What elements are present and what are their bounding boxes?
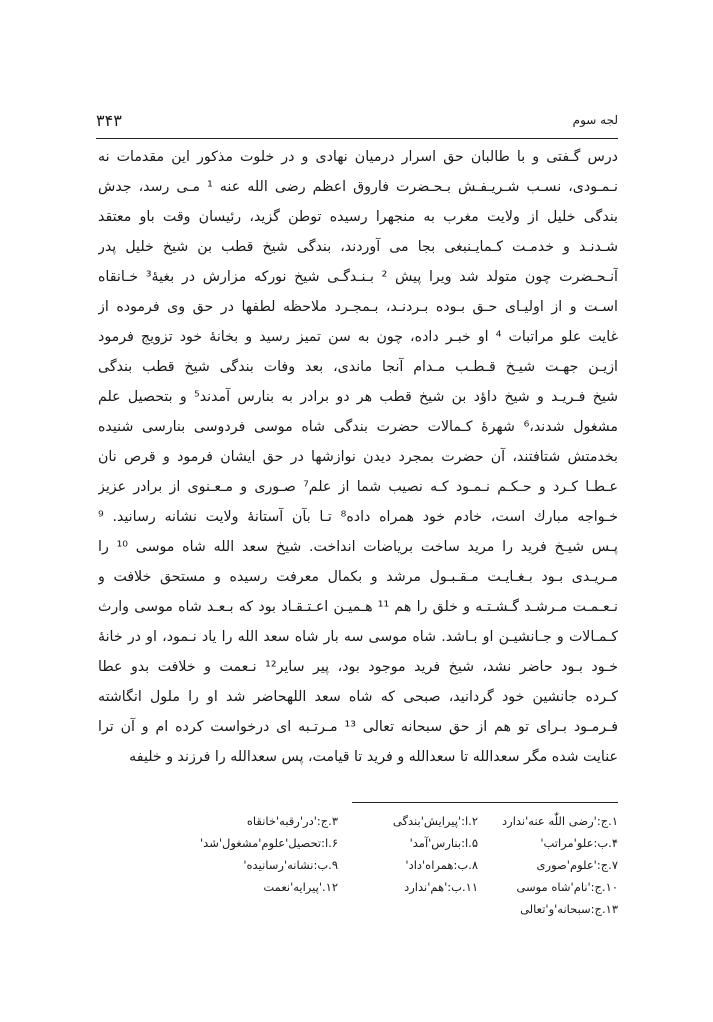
body-line: شـدنـد و خدمـت کـمایـنبغی بجا می آوردند، بندگی شیخ قطب بن شیخ خلیل پدر xyxy=(98,239,618,255)
footnote: ۱۱.ب:'هم'ندارد xyxy=(404,880,478,894)
body-line: بخدمتش شتافتند، آن حضرت بمجرد دیدن نوازشها در حق ایشان فرمود و قرص نان xyxy=(98,449,618,465)
footnote: ۵.ا:بنارس'آمد' xyxy=(409,836,478,850)
body-line: نـعـمـت مـرشـد گـشـتـه و خلق را هم ¹¹ هـمیـن اعـتـقـاد بود که بـعـد شاه موسی وارث xyxy=(98,599,618,615)
body-line: بندگی خلیل از ولایت مغرب به منجهرا رسیده توطن گزید، رئیسان وقت باو معتقد xyxy=(98,209,618,225)
body-line: کـرده جانشین خود گردانید، صبحی که شاه سعد اللهحاضر شد او را ملول انگاشته xyxy=(98,689,618,705)
footnote: ۱۳.ج:سبحانه'و'تعالی xyxy=(520,902,618,916)
footnote: ۱۲.'پیرایه'نعمت xyxy=(263,880,338,894)
chapter-title: لجه سوم xyxy=(572,113,618,127)
footnote: ۱۰.ج:'نام'شاه موسی xyxy=(516,880,618,894)
body-text xyxy=(98,142,618,772)
footnote xyxy=(338,898,478,920)
footnote-row xyxy=(198,854,618,876)
footnote xyxy=(198,898,338,920)
body-line: پـس شیـخ فرید را مرید ساخت برياضات انداخت. شیخ سعد الله شاه موسی ¹⁰ را xyxy=(98,539,618,555)
footnote: ۱.ج:'رضی اللّٰه عنه'ندارد xyxy=(502,814,618,828)
header-rule xyxy=(96,138,618,139)
footnote: ۶.ا:تحصیل'علوم'مشغول'شد' xyxy=(200,836,338,850)
body-line: غایت علو مراتبات ⁴ او خبـر داده، چون به سن تمیز رسید و بخانهٔ خود تزویج فرمود xyxy=(98,329,618,345)
page-header xyxy=(96,111,618,133)
footnotes xyxy=(198,810,618,920)
body-line: نـمـودی، نسـب شـریـفـش بـحـضرت فاروق اعظم رضی الله عنه ¹ مـی رسد، جدش xyxy=(98,179,618,195)
footnote-row xyxy=(198,832,618,854)
footnote: ۲.ا:'پیرایش'بندگی xyxy=(392,814,478,828)
body-line: فـرمـود بـرای تو هم از حق سبحانه تعالی ¹³ مـرتـبه ای درخواست کرده ام و آن ترا xyxy=(98,719,618,735)
body-line: ازیـن جهـت شیـخ قـطـب مـدام آنجا ماندی، بعد وفات بندگی شیخ قطب بندگی xyxy=(98,359,618,375)
body-line: آنـحـضرت چون متولد شد ویرا پیش ² بـنـدگـی شیخ نورکه مزارش در بغیهٔ³ خـانقاه xyxy=(98,269,618,285)
body-line: مـریـدی بـود بـغـایـت مـقـبـول مرشد و بکمال معرفت رسیده و مستحق خلافت و xyxy=(98,569,618,585)
footnote-row xyxy=(198,876,618,898)
footnote-row xyxy=(198,810,618,832)
body-line: عنایت شده مگر سعدالله تا سعدالله و فرید تا قیامت، پس سعدالله را فرزند و خلیفه xyxy=(129,749,618,765)
body-line: عـطـا کـرد و حـکـم نـمـود کـه نصیب شما از علم⁷ صـوری و مـعـنوی از برادر عزیز xyxy=(98,479,618,495)
body-line: خـود بـود حاضر نشد، شیخ فرید موجود بود، پیر سایر¹² نـعمت و خلافت بدو عطا xyxy=(98,659,618,675)
body-line: خـواجه مبارك است، خادم خود همراه داده⁸ تـا بآن آستانهٔ ولایت نشانه رسانید. ⁹ xyxy=(98,509,618,525)
footnote: ۳.ج:'در'رقبه'خانقاه xyxy=(246,814,338,828)
body-line: درس گـفتی و با طالبان حق اسرار درمیان نهادی و در خلوت مذکور این مقدمات نه xyxy=(98,149,618,165)
footnote: ۴.ب:علو'مراتب' xyxy=(540,836,618,850)
body-line: مشغول شدند،⁶ شهرهٔ کـمالات حضرت بندگی شاه موسی فردوسی بنارسی شنیده xyxy=(98,419,618,435)
footnote: ۹.ب:نشانه'رسانیده' xyxy=(243,858,338,872)
footnote: ۸.ب:همراه'داد' xyxy=(405,858,478,872)
footnote-rule xyxy=(352,802,618,803)
body-line: کـمـالات و جـانشیـن او بـاشد. شاه موسی سه بار شاه سعد الله را یاد نـمود، او در خانهٔ xyxy=(98,629,618,645)
body-line: شیخ فـریـد و شیخ داؤد بن شیخ قطب هر دو برادر به بنارس آمدند⁵ و بتحصیل علم xyxy=(98,389,618,405)
body-line: اسـت و از اولیـای حـق بـوده بـردنـد، بـمجـرد ملاحظه لطفها در حق وی فرموده از xyxy=(98,299,618,315)
footnote: ۷.ج:'علوم'صوری xyxy=(536,858,618,872)
footnote-row xyxy=(198,898,618,920)
page-number: ۳۴۳ xyxy=(96,111,122,130)
